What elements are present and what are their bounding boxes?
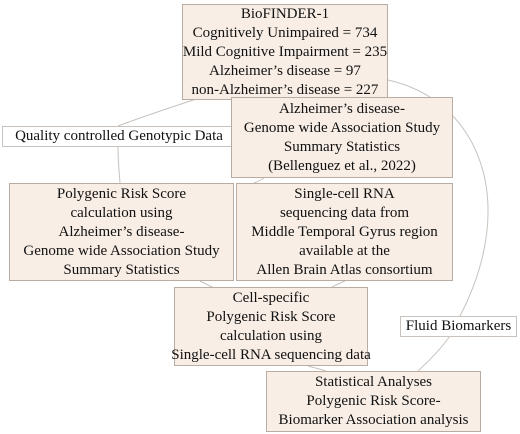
node-text-line: Biomarker Association analysis — [278, 412, 469, 428]
node-text-line: Summary Statistics — [283, 138, 401, 155]
node-text-line: calculation using — [219, 327, 323, 344]
node-text-line: Middle Temporal Gyrus region — [251, 223, 438, 240]
node-text-line: Allen Brain Atlas consortium — [256, 261, 433, 278]
node-text-line: Alzheimer’s disease = 97 — [209, 62, 361, 79]
node-text-line: Genome wide Association Study — [23, 242, 220, 259]
node-text-line: sequencing data from — [279, 204, 410, 221]
node-text-line: Quality controlled Genotypic Data — [15, 128, 223, 144]
node-text-line: calculation using — [70, 204, 173, 221]
node-genotypic-data — [2, 126, 236, 147]
node-text-line: Mild Cognitive Impairment = 235 — [182, 43, 388, 60]
node-polygenic-risk-score-calculation — [9, 183, 234, 281]
node-text-line: available at the — [299, 242, 390, 259]
node-text-line: (Bellenguez et al., 2022) — [268, 157, 416, 174]
node-text-line: Polygenic Risk Score- — [306, 393, 441, 409]
node-text-line: Statistical Analyses — [314, 374, 433, 390]
node-text-line: Cell-specific — [232, 289, 310, 306]
node-text-line: Cognitively Unimpaired = 734 — [192, 24, 378, 41]
node-text-line: Genome wide Association Study — [243, 119, 441, 136]
node-text-line: Alzheimer’s disease- — [279, 100, 405, 117]
node-fluid-biomarkers — [400, 316, 517, 337]
node-single-cell-rna-data — [236, 183, 453, 281]
node-text-line: Summary Statistics — [63, 261, 180, 278]
node-text-line: Polygenic Risk Score — [206, 308, 336, 325]
node-statistical-analyses — [266, 371, 481, 432]
node-cell-specific-prs — [171, 287, 371, 366]
node-gwas-summary-statistics — [231, 97, 453, 178]
node-text-line: Single-cell RNA sequencing data — [171, 346, 371, 363]
edge-genotypic-to-prs — [118, 146, 120, 183]
node-biofinder — [182, 4, 388, 100]
node-text-line: Polygenic Risk Score — [56, 185, 187, 202]
node-text-line: Single-cell RNA — [294, 185, 395, 202]
node-text-line: non-Alzheimer’s disease = 227 — [191, 81, 379, 98]
node-text-line: BioFINDER-1 — [240, 5, 330, 22]
edge-fluid-to-stats — [418, 336, 450, 371]
node-text-line: Fluid Biomarkers — [405, 318, 512, 334]
node-text-line: Alzheimer’s disease- — [58, 223, 185, 240]
